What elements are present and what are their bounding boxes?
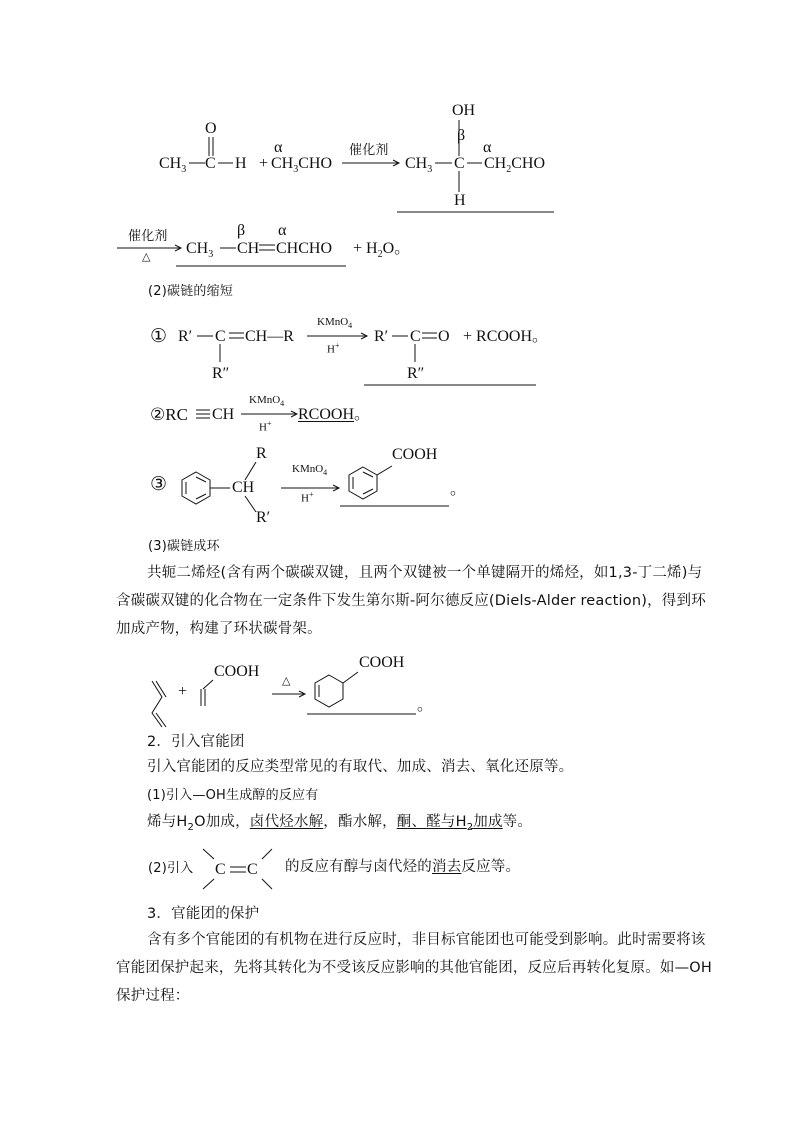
acid-label: H+ [259,419,272,434]
paragraph-line: 引入官能团的反应类型常见的有取代、加成、消去、氧化还原等。 [147,759,574,775]
methyl-group: $CH_3$ [159,155,187,176]
oxygen-atom: O [438,328,450,345]
period: 。 [450,481,467,498]
r-group: R [256,445,267,462]
alpha-label: α [274,139,283,156]
heat-symbol: △ [282,675,291,687]
ch-group: CH [232,479,255,496]
carbon-atom: C [247,861,258,878]
carbon-atom: C [410,328,421,345]
carbon-atom: C [215,328,226,345]
alpha-label: α [278,222,287,239]
methylene-group: $CH_2CHO$ [484,155,546,176]
catalyst-label: 催化剂 [349,143,389,158]
hydrogen-atom: H [454,192,466,209]
section-heading: (3)碳链成环 [148,539,220,554]
product: RCOOH。 [298,406,371,423]
period: 。 [417,697,434,714]
item-number: ③ [150,474,168,495]
plus-sign: + [178,683,188,700]
acid-label: H+ [327,341,340,356]
carboxyl-group: COOH [359,654,405,671]
chcho-group: CHCHO [276,240,333,257]
alpha-label: α [483,139,492,156]
prefix-text: (2)引入 [148,861,194,876]
carbon-atom: C [205,155,216,172]
methyl-group: $CH_3$ [186,240,214,261]
suffix-text: 的反应有醇与卤代烃的消去反应等。 [285,859,521,875]
paragraph-line: 保护过程： [116,988,190,1004]
r-prime: R′ [178,328,193,345]
carbon-atom: C [215,861,226,878]
ch-group: CH [212,406,235,423]
carboxylic-acid: + RCOOH。 [463,328,549,345]
methyl-group: $CH_3$ [405,155,433,176]
r-double-prime: R″ [407,365,425,382]
catalyst-label: 催化剂 [128,229,168,244]
ch-group: CH [237,240,260,257]
carbon-atom: C [454,155,465,172]
paragraph-line: 含有多个官能团的有机物在进行反应时，非目标官能团也可能受到影响。此时需要将该 [147,932,706,948]
paragraph-line: 官能团保护起来，先将其转化为不受该反应影响的其他官能团，反应后再转化复原。如—OH [116,960,713,976]
paragraph-line: 共轭二烯烃(含有两个碳碳双键，且两个双键被一个单键隔开的烯烃，如1,3-丁二烯)与 [147,565,703,581]
carboxyl-group: COOH [392,446,438,463]
subsection-heading: (1)引入—OH生成醇的反应有 [147,788,319,803]
item-number: ① [150,326,168,347]
beta-label: β [457,127,466,144]
acetaldehyde: $CH_3CHO$ [271,155,333,176]
r-prime: R′ [374,328,389,345]
r-double-prime: R″ [212,365,230,382]
paragraph-line: 含碳碳双键的化合物在一定条件下发生第尔斯-阿尔德反应(Diels-Alder reaction)，得到环 [116,593,706,609]
section-title: 3．官能团的保护 [147,906,260,922]
water: + $H_2O$。 [353,240,411,261]
carboxyl-group: COOH [214,663,260,680]
reagent-label: KMnO$_4$ [317,316,353,331]
plus-sign: + [259,155,269,172]
reagent-label: KMnO$_4$ [292,463,328,478]
reagent-label: KMnO$_4$ [249,394,285,409]
ch-r-group: CH—R [245,328,294,345]
hydrogen-atom: H [235,155,247,172]
acid-label: H+ [301,490,314,505]
r-prime: R′ [256,509,271,526]
paragraph-line: 烯与$H_2O$加成，卤代烃水解，酯水解，酮、醛与$H_2$加成等。 [147,814,533,833]
hydroxyl-group: OH [452,102,476,119]
section-heading: (2)碳链的缩短 [148,284,234,299]
paragraph-line: 加成产物，构建了环状碳骨架。 [116,621,322,637]
heat-symbol: △ [142,251,151,263]
section-title: 2．引入官能团 [147,734,245,750]
carbonyl-oxygen: O [205,120,217,137]
beta-label: β [237,222,246,239]
alkyne: ②RC [150,405,188,424]
